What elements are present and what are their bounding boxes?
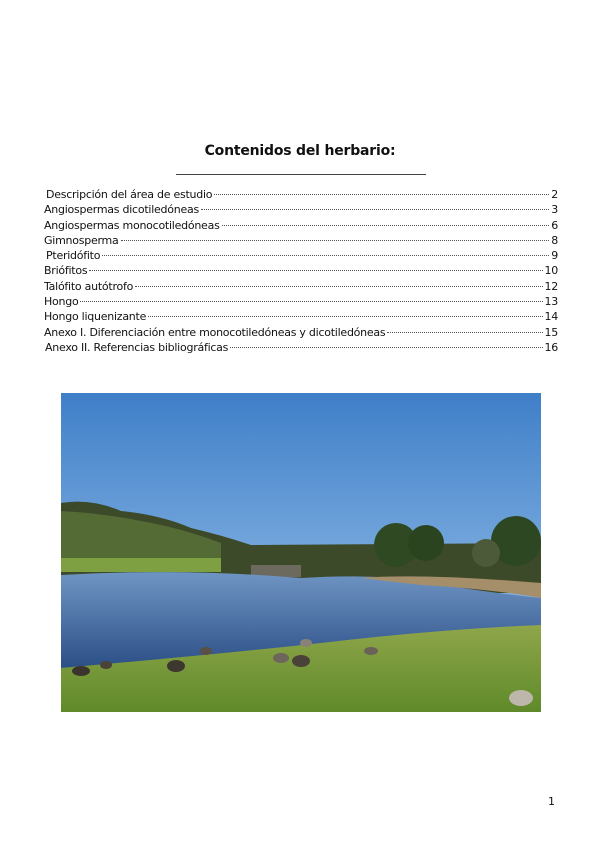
toc-entry-label: Angiospermas dicotiledóneas [44, 203, 199, 217]
toc-leader-dots [80, 301, 542, 302]
toc-entry-page: 15 [544, 325, 558, 339]
toc-leader-dots [121, 240, 550, 241]
toc-entry[interactable] [44, 218, 558, 233]
toc-entry-page: 3 [551, 203, 558, 217]
toc-entry-page: 16 [544, 340, 558, 354]
toc-entry-label: Talófito autótrofo [44, 279, 134, 293]
toc-entry-label: Angiospermas monocotiledóneas [44, 218, 220, 232]
toc-entry[interactable] [44, 340, 558, 355]
toc-entry[interactable] [44, 248, 558, 263]
toc-entry[interactable] [44, 187, 558, 202]
toc-entry-label: Hongo liquenizante [44, 310, 147, 324]
reservoir-landscape-image [61, 393, 541, 712]
title-underline [176, 174, 426, 175]
toc-entry-page: 6 [551, 218, 558, 232]
toc-leader-dots [148, 316, 542, 317]
toc-entry-label: Descripción del área de estudio [46, 188, 213, 201]
toc-entry[interactable] [44, 202, 558, 217]
toc-leader-dots [214, 194, 549, 195]
landscape-photo [61, 393, 541, 712]
toc-entry-label: Hongo [44, 295, 79, 309]
toc-entry-page: 13 [544, 295, 558, 309]
toc-leader-dots [222, 225, 550, 226]
page-title: Contenidos del herbario: [204, 143, 396, 159]
toc-leader-dots [102, 255, 549, 256]
toc-leader-dots [135, 286, 542, 287]
toc-entry-label: Pteridófito [46, 249, 101, 263]
toc-entry[interactable] [44, 325, 558, 340]
table-of-contents [44, 187, 558, 355]
toc-entry-page: 2 [551, 188, 558, 201]
toc-leader-dots [201, 209, 549, 210]
toc-entry[interactable] [44, 294, 558, 309]
toc-entry[interactable] [44, 233, 558, 248]
toc-entry-label: Gimnosperma [44, 233, 119, 247]
toc-entry-page: 14 [544, 310, 558, 324]
page-number: 1 [548, 795, 555, 808]
toc-leader-dots [89, 270, 542, 271]
toc-entry[interactable] [44, 263, 558, 278]
toc-leader-dots [387, 332, 542, 333]
toc-entry-page: 12 [544, 279, 558, 293]
toc-entry-label: Briófitos [44, 264, 88, 278]
toc-entry[interactable] [44, 309, 558, 324]
toc-entry-page: 9 [551, 249, 558, 263]
toc-entry-page: 8 [551, 233, 558, 247]
toc-entry-page: 10 [544, 264, 558, 278]
toc-entry[interactable] [44, 279, 558, 294]
toc-leader-dots [230, 347, 542, 348]
toc-entry-label: Anexo II. Referencias bibliográficas [45, 340, 229, 354]
toc-entry-label: Anexo I. Diferenciación entre monocotiledóneas y dicotiledóneas [44, 325, 386, 339]
